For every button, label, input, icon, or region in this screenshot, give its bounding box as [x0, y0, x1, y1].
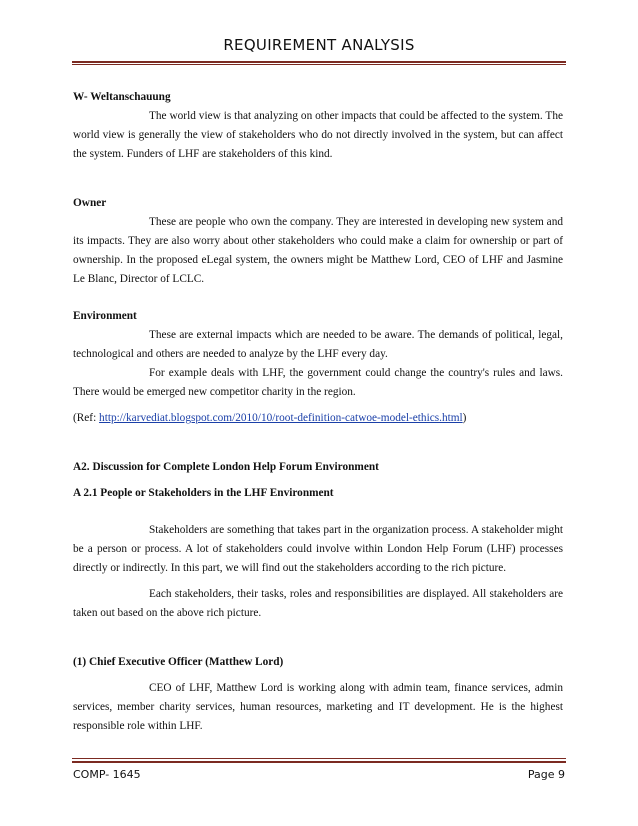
footer-rule-thin [72, 758, 566, 759]
reference-link[interactable]: http://karvediat.blogspot.com/2010/10/root-definition-catwoe-model-ethics.html [99, 412, 463, 424]
a21-paragraph-1: Stakeholders are something that takes part in the organization process. A stakeholder might be a person or process. A lot of stakeholders could involve within London Help Forum (LHF) processes directly or indirectly. In this part, we will find out the stakeholders according to the rich picture. [73, 524, 563, 574]
a21-paragraph-2: Each stakeholders, their tasks, roles and responsibilities are displayed. All stakeholders are taken out based on the above rich picture. [73, 588, 563, 619]
header-rule-thick [72, 61, 566, 63]
weltanschauung-paragraph: The world view is that analyzing on other impacts that could be affected to the system. The world view is generally the view of stakeholders who do not directly involved in the system, but can affect the system. Funders of LHF are stakeholders of this kind. [73, 110, 563, 160]
reference-line [73, 409, 563, 428]
reference-suffix: ) [462, 412, 467, 424]
environment-paragraph-1: These are external impacts which are needed to be aware. The demands of political, legal, technological and others are needed to analyze by the LHF every day. [73, 329, 563, 360]
ceo-heading: (1) Chief Executive Officer (Matthew Lord) [73, 656, 284, 668]
a2-heading: A2. Discussion for Complete London Help Forum Environment [73, 461, 379, 473]
footer-rule-thick [72, 761, 566, 763]
environment-paragraph-2: For example deals with LHF, the government could change the country's rules and laws. There would be emerged new competitor charity in the region. [73, 367, 563, 398]
ceo-paragraph: CEO of LHF, Matthew Lord is working along with admin team, finance services, admin services, member charity services, human resources, marketing and IT development. He is the highest responsible role within LHF. [73, 682, 563, 732]
footer-page-number: Page 9 [527, 768, 565, 781]
document-body [73, 88, 563, 736]
header-rule-thin [72, 64, 566, 65]
page-header-title: REQUIREMENT ANALYSIS [223, 36, 415, 54]
footer-course-code: COMP- 1645 [73, 768, 141, 781]
environment-heading: Environment [73, 310, 137, 322]
owner-paragraph: These are people who own the company. They are interested in developing new system and its impacts. They are also worry about other stakeholders who could make a claim for ownership or part of ownership. In the proposed eLegal system, the owners might be Matthew Lord, CEO of LHF and Jasmine Le Blanc, Director of LCLC. [73, 216, 563, 285]
a21-heading: A 2.1 People or Stakeholders in the LHF Environment [73, 487, 334, 499]
weltanschauung-heading: W- Weltanschauung [73, 91, 171, 103]
reference-prefix: (Ref: [73, 412, 100, 424]
owner-heading: Owner [73, 197, 107, 209]
